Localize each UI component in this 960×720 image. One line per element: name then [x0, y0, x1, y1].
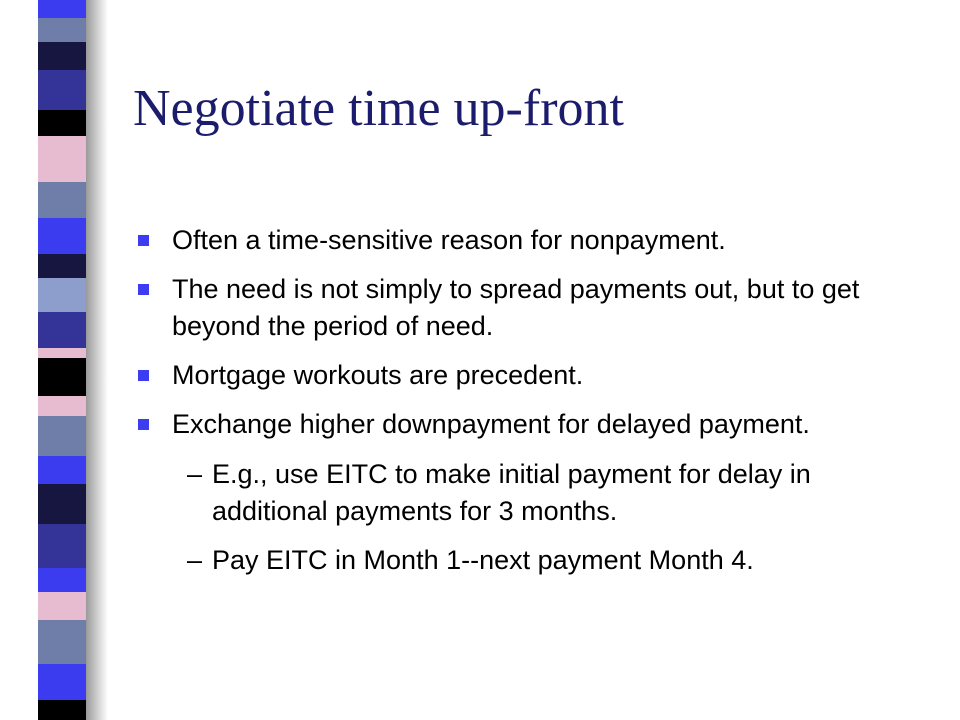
- stripe-segment: [38, 700, 86, 720]
- stripe-segment: [38, 358, 86, 396]
- stripe-segment: [38, 568, 86, 592]
- stripe-shadow: [86, 0, 108, 720]
- stripe-segment: [38, 254, 86, 278]
- slide-title: Negotiate time up-front: [133, 80, 624, 137]
- bullet-list: [133, 222, 923, 591]
- bullet-item: [133, 406, 923, 579]
- bullet-text: Often a time-sensitive reason for nonpayment.: [172, 225, 726, 255]
- sub-bullet-item: [172, 456, 923, 530]
- stripe-segment: [38, 524, 86, 568]
- bullet-text: Mortgage workouts are precedent.: [172, 360, 584, 390]
- bullet-item: [133, 357, 923, 394]
- stripe-segment: [38, 620, 86, 664]
- stripe-segment: [38, 18, 86, 42]
- square-bullet-icon: [138, 370, 149, 381]
- sub-bullet-text: Pay EITC in Month 1--next payment Month 4.: [212, 545, 754, 575]
- sub-bullet-list: [172, 456, 923, 579]
- bullet-text: Exchange higher downpayment for delayed payment.: [172, 409, 810, 439]
- decorative-stripe-bar: [38, 0, 86, 720]
- bullet-item: [133, 271, 923, 345]
- stripe-segment: [38, 42, 86, 70]
- dash-marker: –: [187, 545, 203, 575]
- stripe-segment: [38, 312, 86, 348]
- stripe-segment: [38, 70, 86, 110]
- stripe-segment: [38, 484, 86, 524]
- stripe-segment: [38, 396, 86, 416]
- dash-marker: –: [187, 459, 203, 489]
- bullet-text: The need is not simply to spread payments out, but to get beyond the period of need.: [172, 274, 860, 341]
- stripe-segment: [38, 416, 86, 456]
- stripe-segment: [38, 664, 86, 700]
- square-bullet-icon: [138, 235, 149, 246]
- stripe-segment: [38, 278, 86, 312]
- stripe-segment: [38, 136, 86, 182]
- square-bullet-icon: [138, 284, 149, 295]
- sub-bullet-text: E.g., use EITC to make initial payment for delay in additional payments for 3 months.: [212, 459, 811, 526]
- stripe-segment: [38, 0, 86, 18]
- stripe-segment: [38, 182, 86, 218]
- bullet-item: [133, 222, 923, 259]
- stripe-segment: [38, 456, 86, 484]
- stripe-segment: [38, 218, 86, 254]
- stripe-segment: [38, 348, 86, 358]
- stripe-segment: [38, 592, 86, 620]
- sub-bullet-item: [172, 542, 923, 579]
- stripe-segment: [38, 110, 86, 136]
- square-bullet-icon: [138, 419, 149, 430]
